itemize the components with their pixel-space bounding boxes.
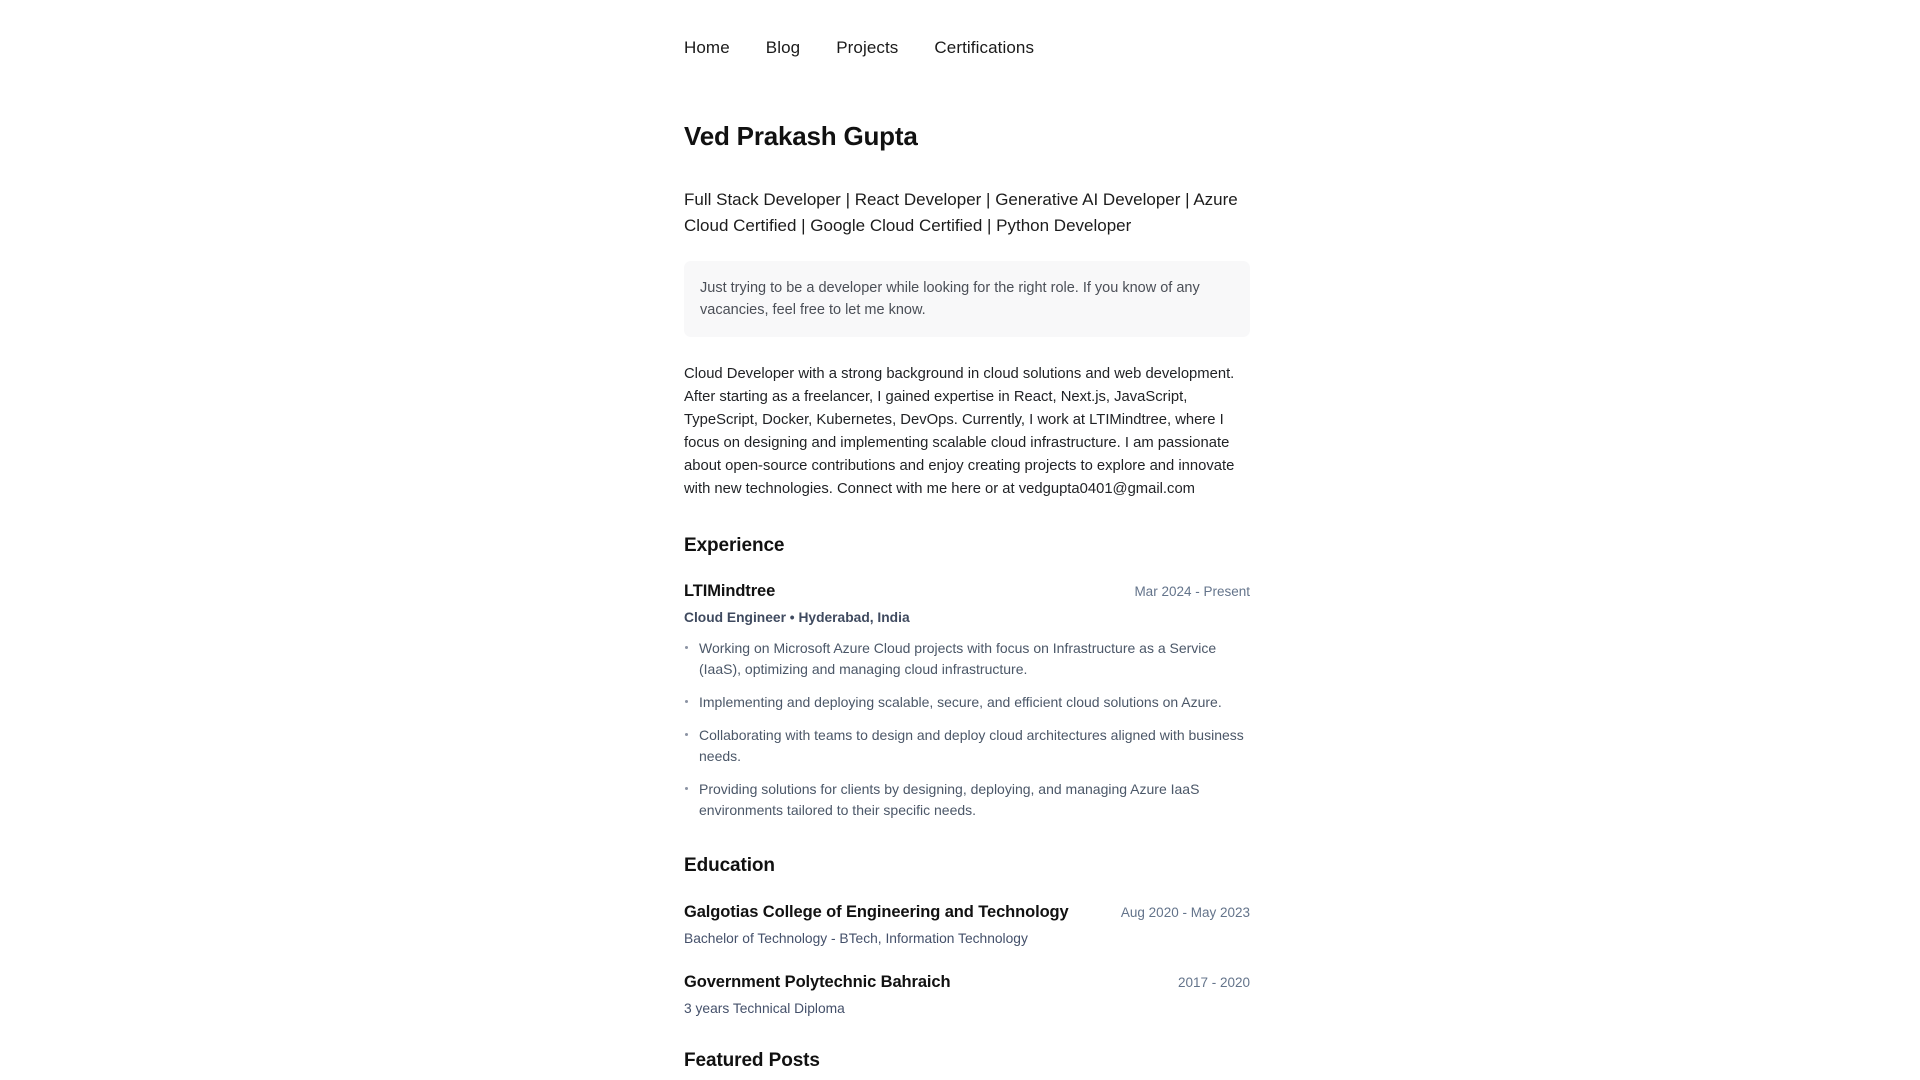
site-navigation	[0, 0, 1920, 58]
experience-company: LTIMindtree	[684, 582, 776, 601]
education-school: Galgotias College of Engineering and Technology	[684, 903, 1069, 922]
nav-link-projects[interactable]: Projects	[836, 38, 899, 57]
education-entry	[684, 903, 1250, 946]
education-entry-header	[684, 973, 1250, 992]
page-title: Ved Prakash Gupta	[684, 121, 918, 152]
availability-callout-text: Just trying to be a developer while looking for the right role. If you know of any vacancies, feel free to let me know.	[700, 279, 1200, 318]
profile-tagline: Full Stack Developer | React Developer | Generative AI Developer | Azure Cloud Certified | Google Cloud Certified | Python Developer	[684, 189, 1238, 236]
education-school: Government Polytechnic Bahraich	[684, 973, 951, 992]
list-item: Implementing and deploying scalable, secure, and efficient cloud solutions on Azure.	[684, 692, 1250, 713]
nav-link-certifications[interactable]: Certifications	[934, 38, 1035, 57]
education-degree: Bachelor of Technology - BTech, Information Technology	[684, 931, 1028, 947]
section-heading-experience: Experience	[684, 535, 785, 557]
list-item: Providing solutions for clients by designing, deploying, and managing Azure IaaS environments tailored to their specific needs.	[684, 779, 1250, 821]
education-degree: 3 years Technical Diploma	[684, 1001, 845, 1017]
profile-bio: Cloud Developer with a strong background in cloud solutions and web development. After starting as a freelancer, I gained expertise in React, Next.js, JavaScript, TypeScript, Docker, Kubernetes, DevOps. Currently, I work at LTIMindtree, where I focus on designing and implementing scalable cloud infrastructure. I am passionate about open-source contributions and enjoy creating projects to explore and innovate with new technologies. Connect with me here or at vedgupta0401@gmail.com	[684, 365, 1235, 498]
education-date: Aug 2020 - May 2023	[1120, 905, 1250, 921]
experience-bullet-list	[684, 638, 1250, 821]
experience-entry	[684, 582, 1250, 821]
main-content	[670, 58, 1250, 1072]
list-item: Collaborating with teams to design and deploy cloud architectures aligned with business needs.	[684, 725, 1250, 767]
section-heading-education: Education	[684, 855, 775, 877]
section-heading-featured-posts: Featured Posts	[684, 1050, 820, 1072]
experience-entry-header	[684, 582, 1250, 601]
nav-link-blog[interactable]: Blog	[765, 38, 801, 57]
experience-role: Cloud Engineer • Hyderabad, India	[684, 610, 910, 626]
nav-links	[670, 38, 1250, 58]
nav-link-home[interactable]: Home	[684, 38, 730, 57]
list-item: Working on Microsoft Azure Cloud projects with focus on Infrastructure as a Service (IaaS), optimizing and managing cloud infrastructure.	[684, 638, 1250, 680]
availability-callout	[684, 261, 1250, 337]
education-date: 2017 - 2020	[1177, 975, 1250, 991]
experience-date: Mar 2024 - Present	[1134, 584, 1250, 600]
education-entry-header	[684, 903, 1250, 922]
education-entry	[684, 973, 1250, 1016]
